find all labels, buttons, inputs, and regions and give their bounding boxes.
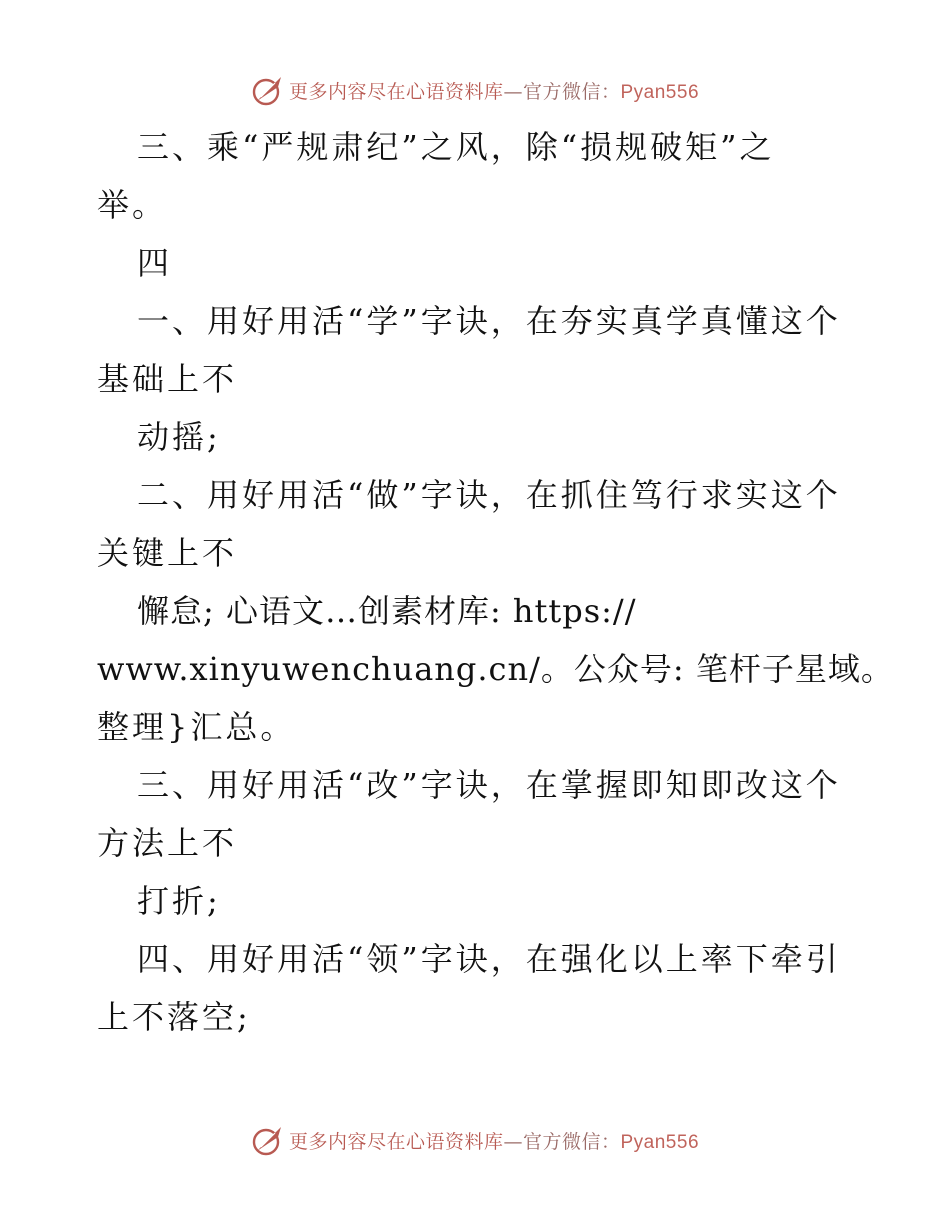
paragraph-line: 关键上不 bbox=[97, 534, 238, 572]
footer-main: 更多内容尽在心语资料库 bbox=[288, 1130, 504, 1153]
quill-logo-icon bbox=[251, 1123, 285, 1157]
document-body bbox=[97, 118, 894, 1046]
paragraph-line: www.xinyuwenchuang.cn/。公众号: 笔杆子星域。 bbox=[97, 650, 894, 688]
footer-official: —官方微信： bbox=[503, 1130, 621, 1153]
header-main: 更多内容尽在心语资料库 bbox=[288, 80, 504, 103]
header-text bbox=[289, 77, 699, 104]
paragraph-line: 三、用好用活“改”字诀，在掌握即知即改这个 bbox=[137, 766, 841, 804]
header-banner bbox=[0, 70, 950, 110]
footer-wechat: Pyan556 bbox=[620, 1131, 700, 1153]
paragraph-line: 四、用好用活“领”字诀，在强化以上率下牵引 bbox=[137, 940, 841, 978]
paragraph-line: 方法上不 bbox=[97, 824, 238, 862]
footer-banner bbox=[0, 1120, 950, 1160]
quill-logo-icon bbox=[251, 73, 285, 107]
footer-text bbox=[289, 1127, 699, 1154]
paragraph-line: 懈怠; 心语文…创素材库: https:// bbox=[137, 592, 637, 630]
paragraph-line: 动摇; bbox=[137, 418, 221, 456]
section-number: 四 bbox=[137, 244, 173, 282]
header-wechat: Pyan556 bbox=[620, 81, 700, 103]
paragraph-line: 整理}汇总。 bbox=[97, 708, 296, 746]
paragraph-line: 上不落空; bbox=[97, 998, 251, 1036]
paragraph-line: 二、用好用活“做”字诀，在抓住笃行求实这个 bbox=[137, 476, 841, 514]
paragraph-line: 基础上不 bbox=[97, 360, 238, 398]
paragraph-line: 举。 bbox=[97, 186, 168, 224]
header-official: —官方微信： bbox=[503, 80, 621, 103]
paragraph-line: 三、乘“严规肃纪”之风，除“损规破矩”之 bbox=[137, 128, 775, 166]
paragraph-line: 一、用好用活“学”字诀，在夯实真学真懂这个 bbox=[137, 302, 841, 340]
paragraph-line: 打折; bbox=[137, 882, 221, 920]
